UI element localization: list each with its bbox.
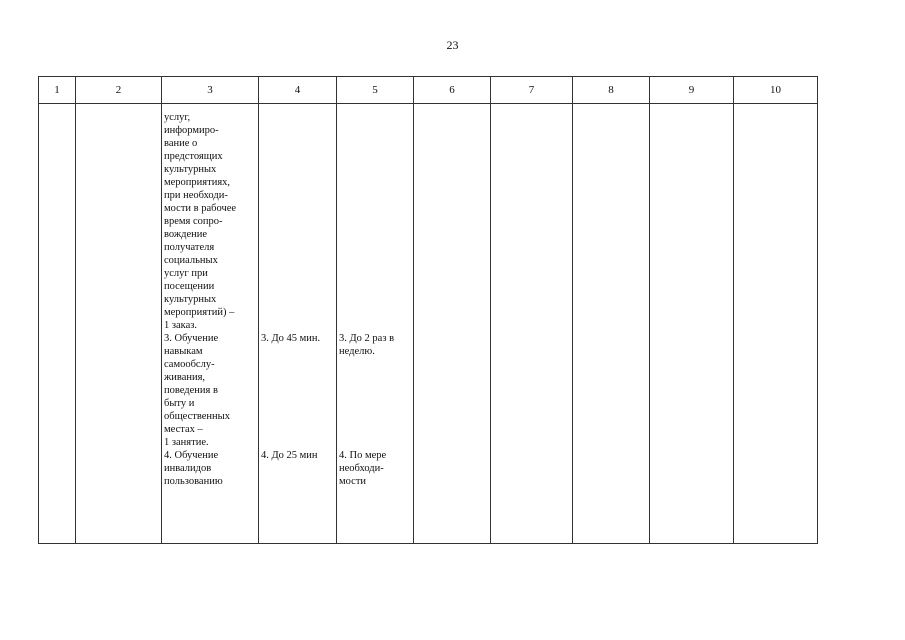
column-header-9: 9	[650, 77, 734, 104]
column-header-7: 7	[491, 77, 573, 104]
description-line: при необходи-	[164, 190, 228, 201]
cell-col-9	[650, 104, 734, 544]
description-line: социальных	[164, 255, 218, 266]
description-line: время сопро-	[164, 216, 223, 227]
description-line: пользованию	[164, 476, 223, 487]
description-line: живания,	[164, 372, 206, 383]
services-table	[38, 76, 818, 544]
column-header-6: 6	[414, 77, 491, 104]
description-line: общественных	[164, 411, 230, 422]
cell-col-1	[39, 104, 76, 544]
cell-col-7	[491, 104, 573, 544]
duration-item-3: 3. До 45 мин.	[261, 333, 321, 344]
cell-col-5	[337, 104, 414, 544]
column-header-4: 4	[259, 77, 337, 104]
description-line: поведения в	[164, 385, 218, 396]
description-line: инвалидов	[164, 463, 212, 474]
description-line: быту и	[164, 398, 195, 409]
description-line: 4. Обучение	[164, 450, 219, 461]
frequency-item-4-line: необходи-	[339, 463, 384, 474]
description-line: информиро-	[164, 125, 219, 136]
duration-item-4: 4. До 25 мин	[261, 450, 318, 461]
cell-col-8	[573, 104, 650, 544]
description-line: услуг,	[164, 112, 191, 123]
description-line: навыкам	[164, 346, 203, 357]
service-duration	[259, 104, 336, 462]
description-line: предстоящих	[164, 151, 223, 162]
column-header-2: 2	[76, 77, 162, 104]
description-line: мероприятиях,	[164, 177, 231, 188]
column-header-10: 10	[734, 77, 818, 104]
description-line: мости в рабочее	[164, 203, 237, 214]
description-line: мероприятий) –	[164, 307, 235, 318]
column-header-5: 5	[337, 77, 414, 104]
frequency-item-4-line: мости	[339, 476, 367, 487]
description-line: культурных	[164, 294, 217, 305]
header-row	[39, 77, 818, 104]
description-line: посещении	[164, 281, 215, 292]
table-row	[39, 104, 818, 544]
description-line: вание о	[164, 138, 198, 149]
column-header-3: 3	[162, 77, 259, 104]
service-frequency	[337, 104, 413, 488]
page-number: 23	[446, 38, 459, 52]
description-line: культурных	[164, 164, 217, 175]
description-line: местах –	[164, 424, 203, 435]
service-description	[162, 104, 258, 488]
frequency-item-4-line: 4. По мере	[339, 450, 387, 461]
frequency-item-3-line: неделю.	[339, 346, 375, 357]
column-header-1: 1	[39, 77, 76, 104]
description-line: получателя	[164, 242, 215, 253]
cell-col-2	[76, 104, 162, 544]
description-line: 3. Обучение	[164, 333, 219, 344]
description-line: 1 заказ.	[164, 320, 198, 331]
cell-col-6	[414, 104, 491, 544]
description-line: самообслу-	[164, 359, 215, 370]
cell-col-3	[162, 104, 259, 544]
frequency-item-3-line: 3. До 2 раз в	[339, 333, 395, 344]
description-line: услуг при	[164, 268, 208, 279]
cell-col-10	[734, 104, 818, 544]
description-line: вождение	[164, 229, 208, 240]
cell-col-4	[259, 104, 337, 544]
column-header-8: 8	[573, 77, 650, 104]
description-line: 1 занятие.	[164, 437, 209, 448]
